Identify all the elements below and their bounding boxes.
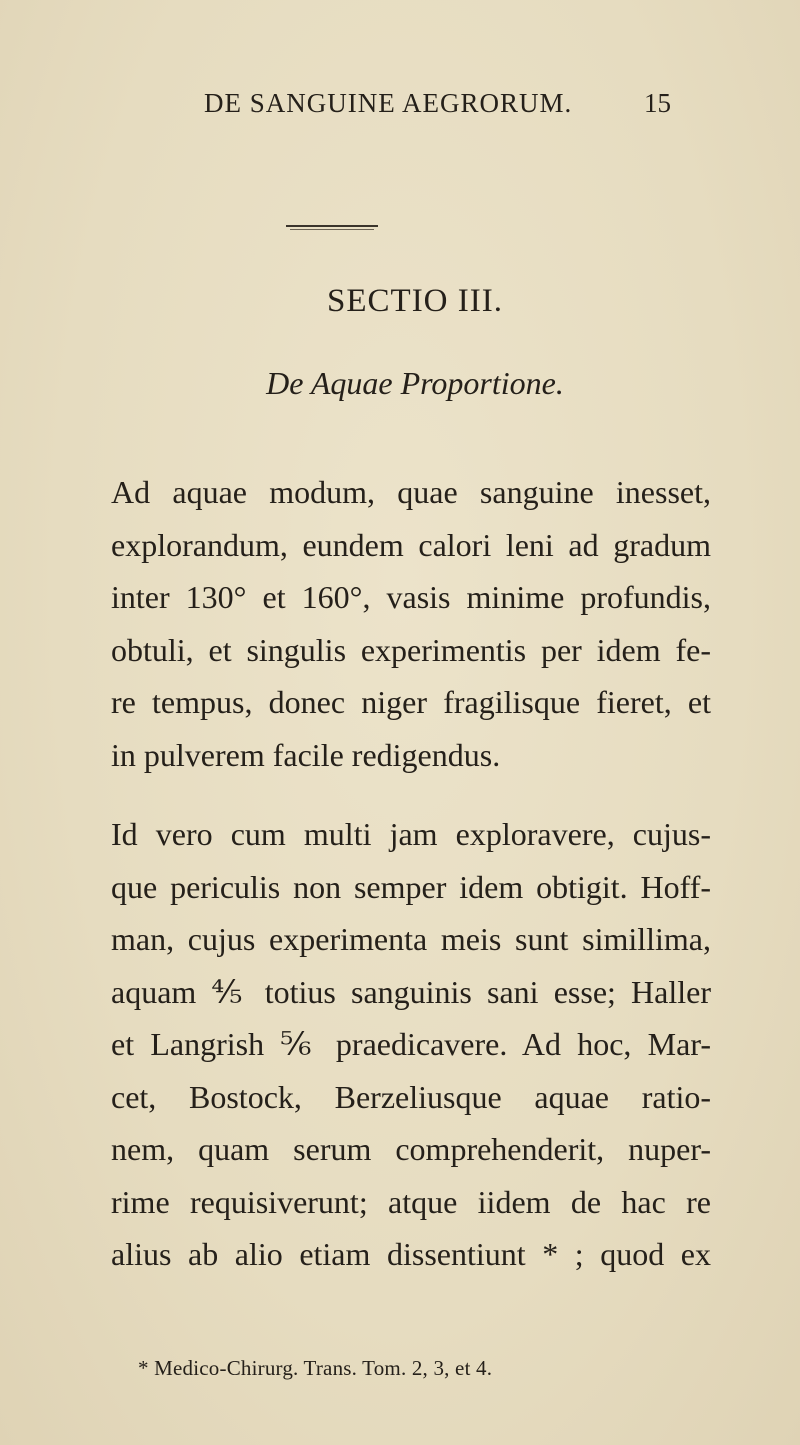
section-divider-rule (286, 225, 378, 229)
text-line: in pulverem facile redigendus. (111, 736, 501, 773)
text-line: explorandum, eundem calori leni ad gradum (111, 526, 711, 563)
text-line: inter 130° et 160°, vasis minime profundis, (111, 579, 711, 615)
text-line: nem, quam serum comprehenderit, nuper- (111, 1131, 711, 1167)
text-line: Ad aquae modum, quae sanguine inesset, (111, 474, 711, 510)
running-title: DE SANGUINE AEGRORUM. (204, 88, 573, 118)
text-line: cet, Bostock, Berzeliusque aquae ratio- (111, 1078, 711, 1115)
paragraph-2 (111, 808, 711, 1281)
footnote: * Medico-Chirurg. Trans. Tom. 2, 3, et 4. (138, 1356, 493, 1380)
section-subtitle: De Aquae Proportione. (266, 365, 564, 401)
text-line: re tempus, donec niger fragilisque fieret, et (111, 684, 711, 720)
running-head (0, 88, 800, 128)
text-line: Id vero cum multi jam exploravere, cujus- (111, 816, 711, 852)
text-line: alius ab alio etiam dissentiunt * ; quod ex (111, 1236, 711, 1272)
text-line: que periculis non semper idem obtigit. Hoff- (111, 868, 711, 905)
page-number: 15 (644, 88, 671, 118)
section-title: SECTIO III. (327, 283, 503, 319)
text-line: et Langrish ⅚ praedicavere. Ad hoc, Mar- (111, 1026, 711, 1062)
text-line: man, cujus experimenta meis sunt simillima, (111, 921, 711, 957)
text-line: rime requisiverunt; atque iidem de hac re (111, 1183, 711, 1220)
text-line: aquam ⅘ totius sanguinis sani esse; Haller (111, 973, 711, 1010)
text-line: obtuli, et singulis experimentis per idem fe- (111, 631, 711, 668)
paragraph-1 (111, 466, 711, 781)
